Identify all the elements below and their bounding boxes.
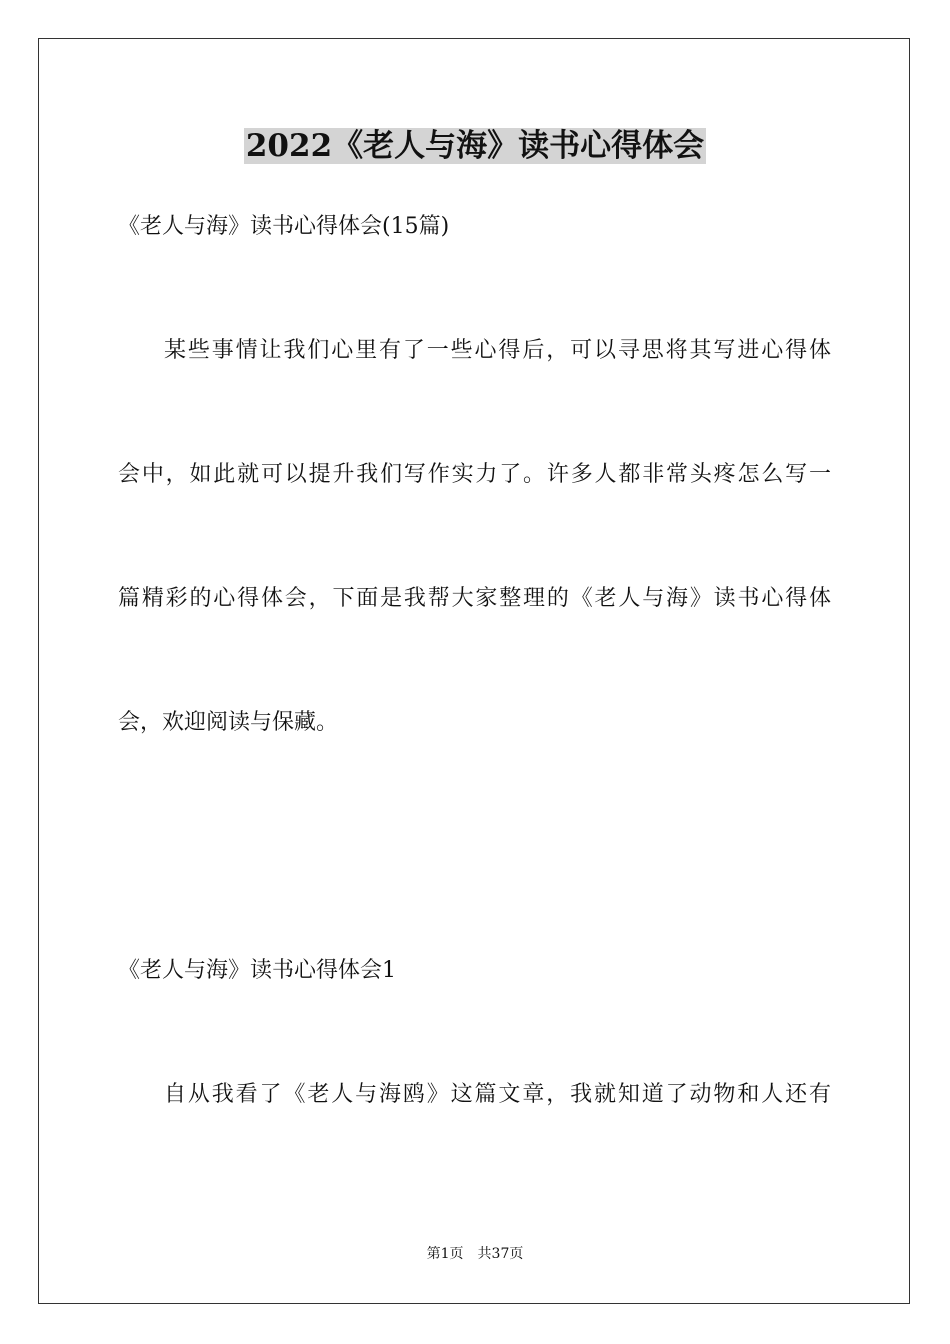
document-title-text: 2022《老人与海》读书心得体会 (245, 128, 705, 164)
intro-line-3: 篇精彩的心得体会，下面是我帮大家整理的《老人与海》读书心得体 (118, 586, 831, 611)
page-footer: 第1页 共37页 (426, 1246, 524, 1262)
document-title (0, 126, 950, 166)
section-heading: 《老人与海》读书心得体会1 (118, 958, 396, 983)
intro-line-1: 某些事情让我们心里有了一些心得后，可以寻思将其写进心得体 (164, 338, 831, 363)
intro-line-2: 会中，如此就可以提升我们写作实力了。许多人都非常头疼怎么写一 (118, 462, 831, 487)
intro-line-4: 会，欢迎阅读与保藏。 (118, 710, 339, 735)
section-line-1: 自从我看了《老人与海鸥》这篇文章，我就知道了动物和人还有 (164, 1082, 831, 1107)
document-subtitle: 《老人与海》读书心得体会(15篇) (118, 214, 450, 239)
